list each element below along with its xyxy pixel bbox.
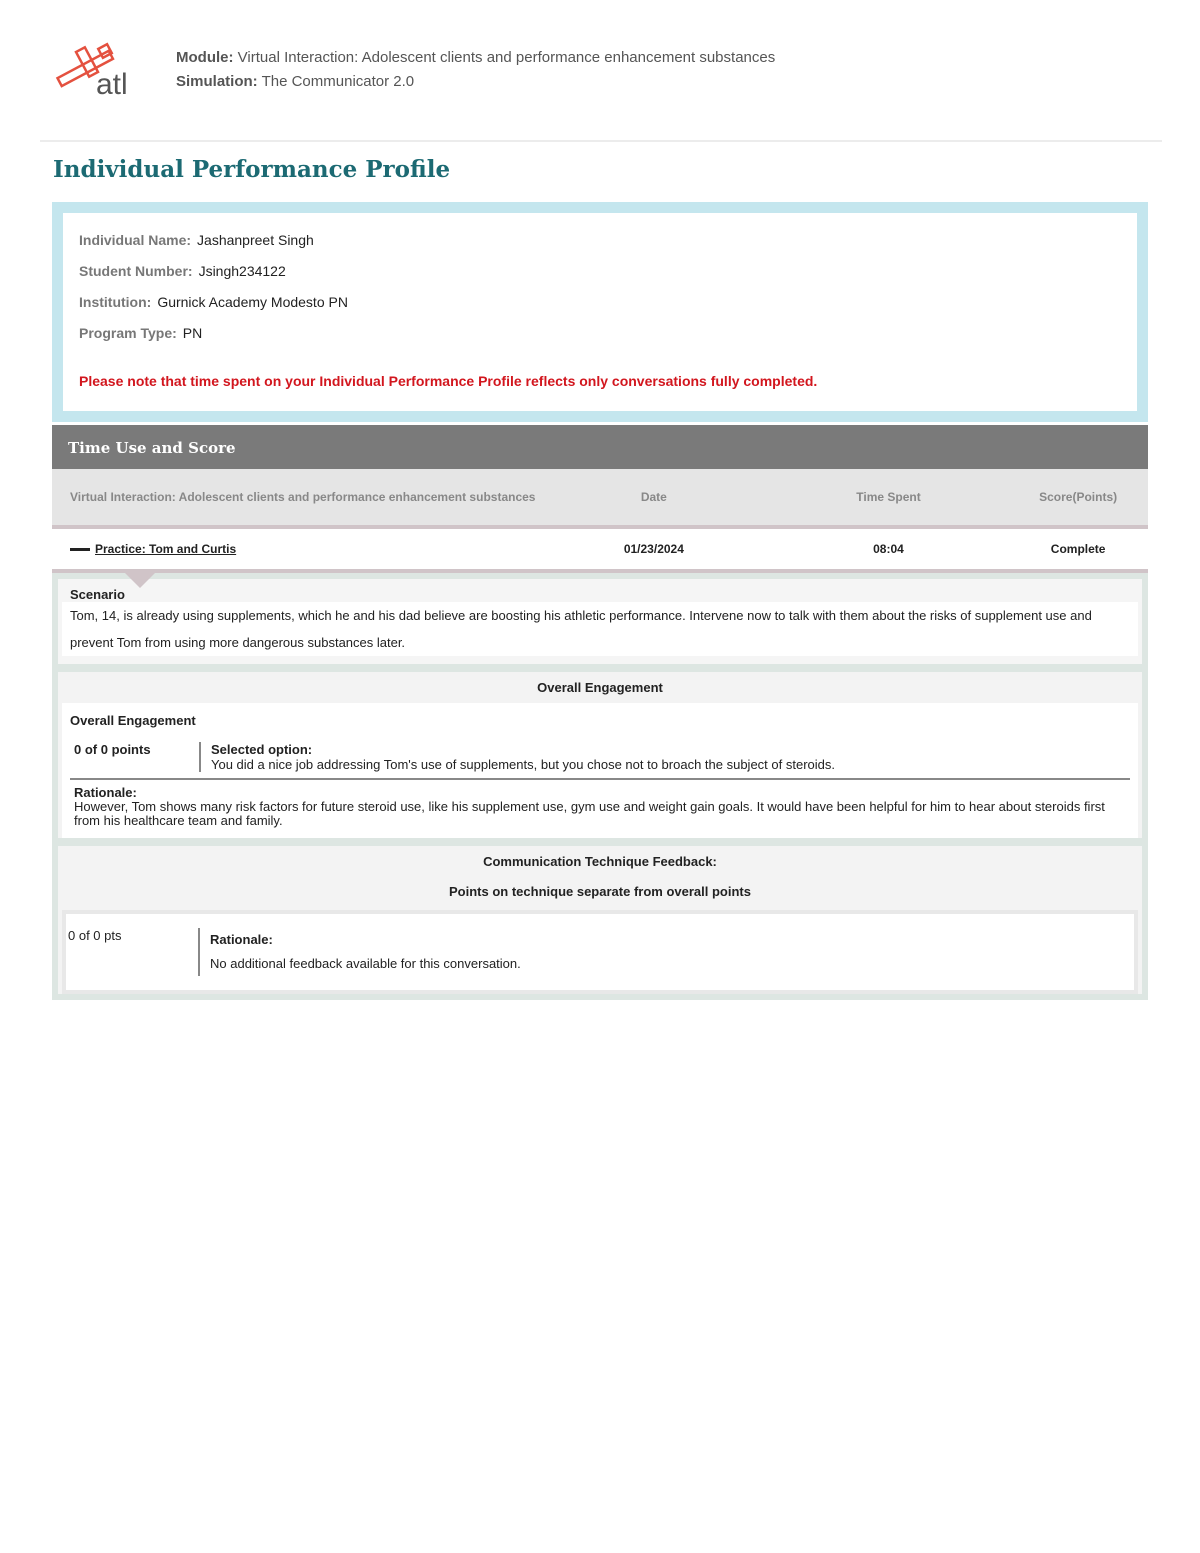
text: Virtual Interaction: Adolescent clients and performance enhancement substances [237, 49, 776, 66]
text: Scenario [70, 587, 125, 602]
caret-icon [124, 572, 156, 588]
overall-engagement [58, 672, 1142, 838]
individual-name [79, 229, 1121, 260]
text: Points on technique separate from overall points [449, 884, 751, 899]
text: Program Type: [79, 325, 177, 341]
text: Module: [176, 49, 234, 66]
student-info-box [52, 202, 1148, 422]
time-use-score-section [52, 425, 1148, 1000]
text: However, Tom shows many risk factors for future steroid use, like his supplement use, gym use and weight gain goals. It would have been helpful for him to hear about steroids first from his healthcare team and family. [74, 799, 1105, 828]
text: 08:04 [873, 542, 904, 556]
text: The Communicator 2.0 [261, 73, 415, 90]
divider [40, 140, 1162, 142]
table-row [52, 529, 1148, 573]
svg-text:atl: atl [96, 68, 128, 98]
simulation-line [176, 70, 775, 94]
page-title: Individual Performance Profile [53, 156, 451, 183]
text: Jashanpreet Singh [197, 232, 314, 248]
student-number [79, 260, 1121, 291]
module-line [176, 46, 775, 70]
time-note: Please note that time spent on your Individual Performance Profile reflects only conversations fully completed. [79, 373, 818, 389]
collapse-icon[interactable] [70, 548, 90, 551]
header [52, 40, 1152, 100]
text: 0 of 0 pts [68, 928, 122, 943]
text: Time Spent [856, 490, 921, 504]
program-type [79, 322, 1121, 353]
text: Student Number: [79, 263, 193, 279]
table-header [52, 469, 1148, 529]
text: Selected option: [211, 742, 313, 757]
conversation-detail [52, 573, 1148, 1000]
text: Communication Technique Feedback: [483, 854, 717, 869]
scenario-card [58, 579, 1142, 664]
text: Rationale: [210, 932, 273, 947]
text: Jsingh234122 [198, 263, 286, 279]
text: 01/23/2024 [623, 542, 684, 556]
text: PN [182, 325, 203, 341]
text: Virtual Interaction: Adolescent clients and performance enhancement substances [70, 490, 536, 504]
text: Score(Points) [1039, 490, 1118, 504]
atl-logo [52, 42, 144, 98]
section-header: Time Use and Score [52, 425, 1148, 469]
text: Tom, 14, is already using supplements, which he and his dad believe are boosting his athletic performance. Intervene now to talk with them about the risks of supplement use and prevent Tom from using more dangerous substances later. [62, 602, 1138, 656]
communication-technique-feedback [58, 846, 1142, 994]
text: 0 of 0 points [74, 742, 151, 757]
text: Overall Engagement [537, 680, 663, 695]
conversation-link[interactable]: Practice: Tom and Curtis [95, 542, 237, 556]
text: Institution: [79, 294, 152, 310]
text: Individual Name: [79, 232, 192, 248]
text: Complete [1050, 542, 1106, 556]
text: Simulation: [176, 73, 258, 90]
text: You did a nice job addressing Tom's use of supplements, but you chose not to broach the subject of steroids. [211, 757, 835, 772]
institution [79, 291, 1121, 322]
text: Gurnick Academy Modesto PN [157, 294, 348, 310]
text: Rationale: [74, 785, 137, 800]
text: Overall Engagement [70, 713, 196, 728]
text: Date [640, 490, 667, 504]
text: No additional feedback available for this conversation. [210, 956, 521, 971]
